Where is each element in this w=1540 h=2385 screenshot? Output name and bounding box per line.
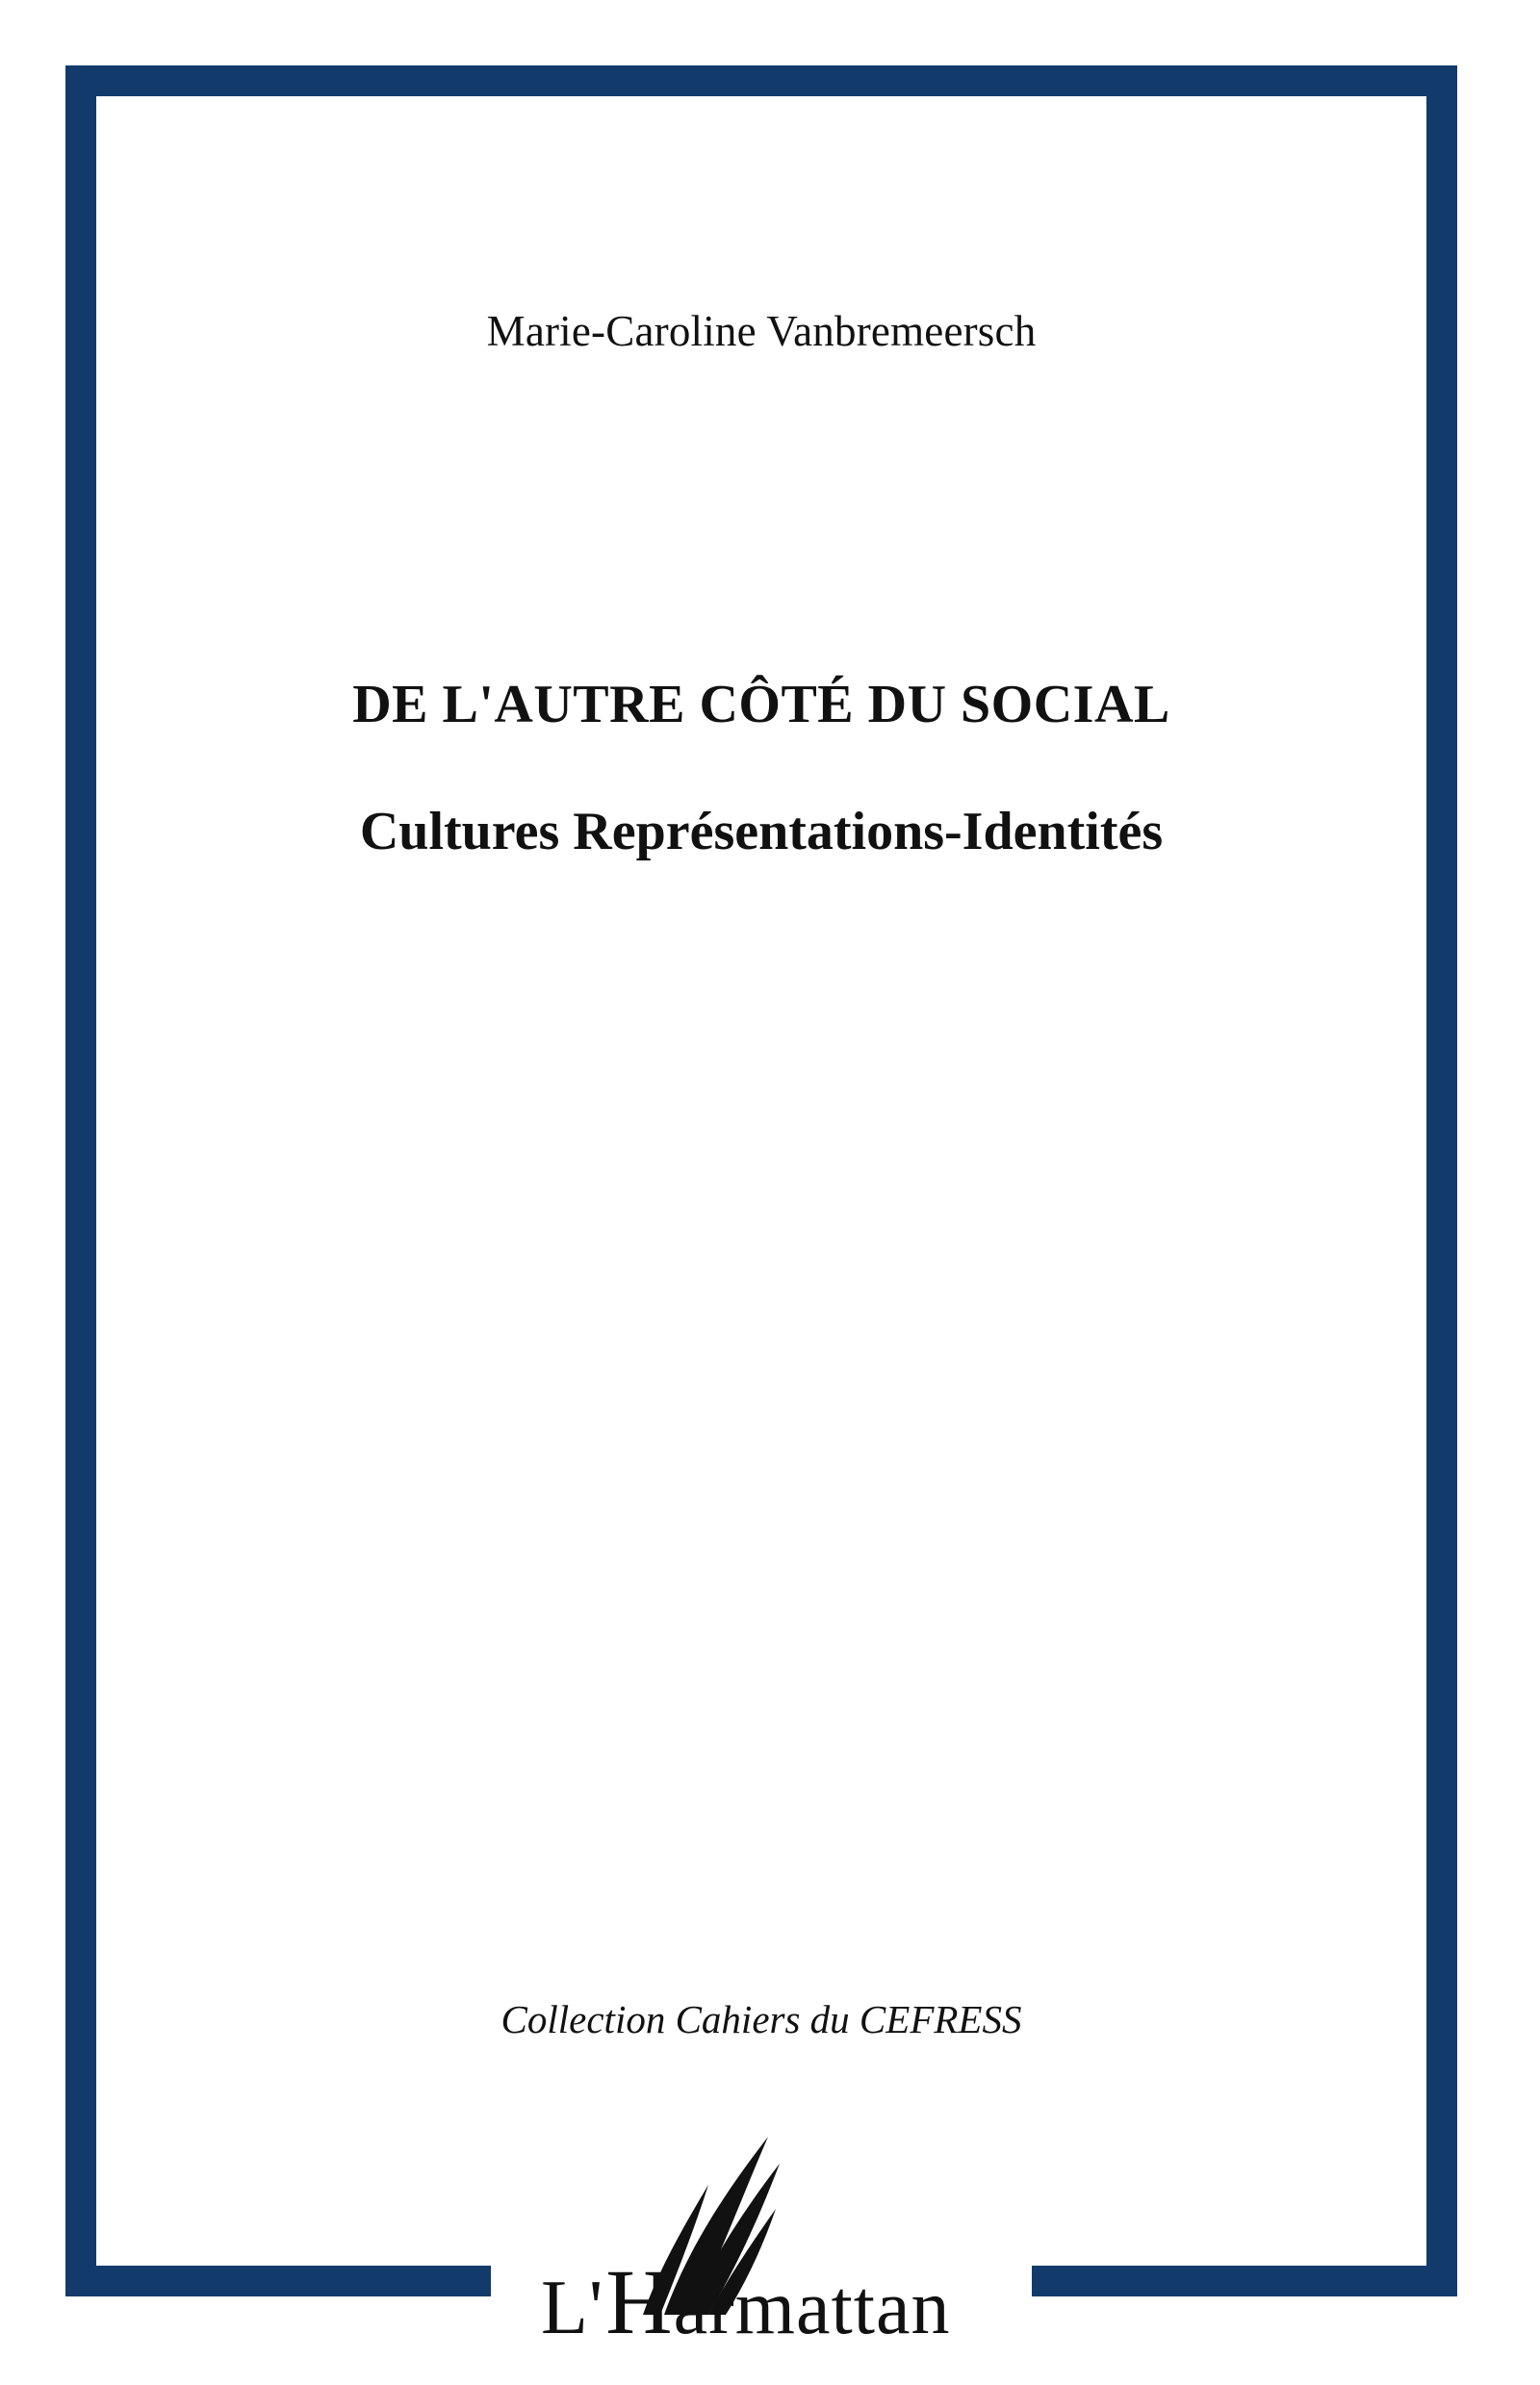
frame-bottom-right-bar <box>1032 2266 1457 2296</box>
publisher-name <box>541 2248 950 2355</box>
publisher-logo <box>520 2117 1020 2353</box>
book-subtitle: Cultures Représentations-Identités <box>359 802 1164 861</box>
frame-left-bar <box>65 65 96 2296</box>
frame-top-bar <box>65 65 1457 96</box>
publisher-initial: H <box>605 2250 674 2353</box>
publisher-rest: armattan <box>673 2266 951 2350</box>
frame-right-bar <box>1426 65 1457 2296</box>
frame-bottom-left-bar <box>65 2266 491 2296</box>
publisher-prefix: L' <box>541 2266 604 2350</box>
collection-name: Collection Cahiers du CEFRESS <box>500 1997 1022 2041</box>
book-title: DE L'AUTRE CÔTÉ DU SOCIAL <box>352 675 1170 734</box>
author-name: Marie-Caroline Vanbremeersch <box>486 307 1037 355</box>
